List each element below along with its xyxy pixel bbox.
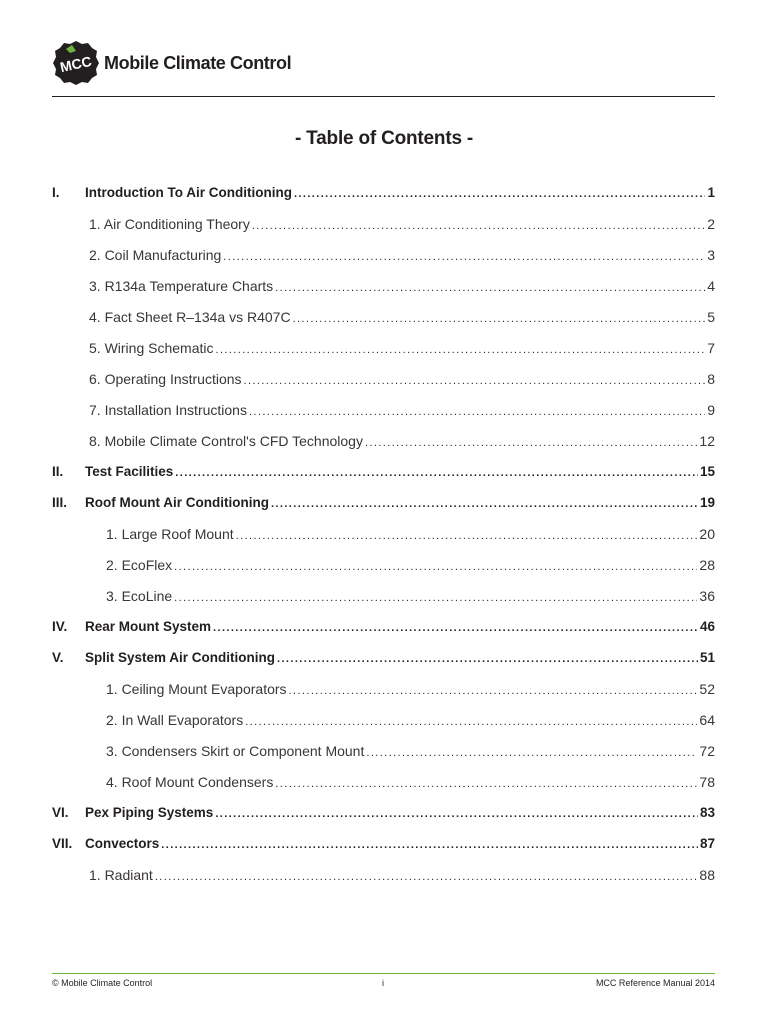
toc-entry[interactable] xyxy=(85,805,715,820)
toc-page-number: 12 xyxy=(699,432,715,449)
toc-dot-leader xyxy=(215,344,705,356)
toc-row[interactable] xyxy=(0,363,768,394)
toc-row[interactable] xyxy=(0,487,768,518)
toc-dot-leader xyxy=(271,498,698,510)
toc-page-number: 36 xyxy=(699,587,715,604)
toc-section-number: VII. xyxy=(52,836,73,851)
toc-dot-leader xyxy=(252,220,705,232)
toc-entry[interactable] xyxy=(85,836,715,851)
toc-page-number: 19 xyxy=(699,495,715,510)
toc-row[interactable] xyxy=(0,611,768,642)
toc-page-number: 78 xyxy=(699,773,715,790)
toc-entry[interactable] xyxy=(85,650,715,665)
toc-row[interactable] xyxy=(0,332,768,363)
toc-entry-label: 6. Operating Instructions xyxy=(89,370,242,387)
toc-row[interactable] xyxy=(0,549,768,580)
toc-entry-label: 1. Radiant xyxy=(89,866,153,883)
toc-page-number: 72 xyxy=(699,742,715,759)
toc-row[interactable] xyxy=(0,208,768,239)
toc-entry[interactable] xyxy=(106,681,715,697)
toc-dot-leader xyxy=(289,685,698,697)
toc-entry[interactable] xyxy=(106,557,715,573)
toc-entry-label: 2. Coil Manufacturing xyxy=(89,246,222,263)
toc-entry-label: 1. Large Roof Mount xyxy=(106,525,234,542)
toc-entry[interactable] xyxy=(85,185,715,200)
mcc-logo-icon xyxy=(52,39,100,87)
toc-entry-label: 4. Fact Sheet R–134a vs R407C xyxy=(89,308,291,325)
toc-section-number: II. xyxy=(52,464,64,479)
toc-entry[interactable] xyxy=(106,588,715,604)
toc-dot-leader xyxy=(215,808,698,820)
toc-page-number: 64 xyxy=(699,711,715,728)
toc-dot-leader xyxy=(277,653,698,665)
toc-dot-leader xyxy=(174,592,697,604)
toc-row[interactable] xyxy=(0,828,768,859)
toc-entry[interactable] xyxy=(85,619,715,634)
toc-row[interactable] xyxy=(0,766,768,797)
toc-row[interactable] xyxy=(0,704,768,735)
toc-entry-label: Convectors xyxy=(85,836,160,851)
toc-entry-label: Pex Piping Systems xyxy=(85,805,214,820)
toc-page-number: 20 xyxy=(699,525,715,542)
toc-page-number: 83 xyxy=(699,805,715,820)
toc-dot-leader xyxy=(245,716,697,728)
company-name: Mobile Climate Control xyxy=(104,52,292,73)
toc-entry[interactable] xyxy=(89,371,715,387)
toc-entry-label: Test Facilities xyxy=(85,464,174,479)
toc-entry[interactable] xyxy=(89,247,715,263)
toc-entry[interactable] xyxy=(89,867,715,883)
toc-entry-label: 7. Installation Instructions xyxy=(89,401,247,418)
toc-page-number: 1 xyxy=(707,185,715,200)
toc-dot-leader xyxy=(294,188,706,200)
toc-row[interactable] xyxy=(0,394,768,425)
toc-dot-leader xyxy=(244,375,706,387)
toc-dot-leader xyxy=(365,437,697,449)
toc-row[interactable] xyxy=(0,270,768,301)
toc-entry-label: 1. Ceiling Mount Evaporators xyxy=(106,680,287,697)
toc-page-number: 7 xyxy=(707,339,715,356)
toc-entry-label: Introduction To Air Conditioning xyxy=(85,185,292,200)
toc-entry[interactable] xyxy=(85,464,715,479)
toc-row[interactable] xyxy=(0,456,768,487)
toc-dot-leader xyxy=(161,839,698,851)
document-header xyxy=(52,38,291,88)
toc-entry[interactable] xyxy=(85,495,715,510)
toc-entry-label: Rear Mount System xyxy=(85,619,212,634)
toc-page-number: 52 xyxy=(699,680,715,697)
toc-entry[interactable] xyxy=(106,743,715,759)
toc-page-number: 9 xyxy=(707,401,715,418)
toc-row[interactable] xyxy=(0,425,768,456)
toc-dot-leader xyxy=(155,871,698,883)
page-title: - Table of Contents - xyxy=(294,128,474,149)
header-divider xyxy=(52,96,715,97)
logo-badge-text: MCC xyxy=(58,52,94,76)
toc-dot-leader xyxy=(275,282,705,294)
toc-entry-label: 3. Condensers Skirt or Component Mount xyxy=(106,742,365,759)
toc-row[interactable] xyxy=(0,301,768,332)
toc-page-number: 28 xyxy=(699,556,715,573)
toc-row[interactable] xyxy=(0,673,768,704)
toc-entry-label: 5. Wiring Schematic xyxy=(89,339,214,356)
toc-dot-leader xyxy=(366,747,697,759)
toc-row[interactable] xyxy=(0,518,768,549)
footer-copyright: © Mobile Climate Control xyxy=(52,978,153,988)
toc-page-number: 51 xyxy=(699,650,715,665)
toc-entry-label: Split System Air Conditioning xyxy=(85,650,276,665)
footer-manual-title: MCC Reference Manual 2014 xyxy=(595,978,715,988)
toc-section-number: V. xyxy=(52,650,64,665)
toc-row[interactable] xyxy=(0,642,768,673)
toc-entry-label: 8. Mobile Climate Control's CFD Technology xyxy=(89,432,363,449)
toc-row[interactable] xyxy=(0,797,768,828)
toc-page-number: 2 xyxy=(707,215,715,232)
toc-entry[interactable] xyxy=(89,433,715,449)
toc-section-number: VI. xyxy=(52,805,69,820)
toc-dot-leader xyxy=(223,251,705,263)
toc-row[interactable] xyxy=(0,859,768,890)
toc-row[interactable] xyxy=(0,735,768,766)
toc-entry-label: 2. In Wall Evaporators xyxy=(106,711,244,728)
toc-dot-leader xyxy=(293,313,706,325)
toc-section-number: I. xyxy=(52,185,60,200)
toc-entry[interactable] xyxy=(89,309,715,325)
toc-entry-label: 2. EcoFlex xyxy=(106,556,173,573)
toc-page-number: 87 xyxy=(699,836,715,851)
toc-page-number: 5 xyxy=(707,308,715,325)
toc-entry[interactable] xyxy=(89,402,715,418)
toc-page-number: 88 xyxy=(699,866,715,883)
toc-dot-leader xyxy=(249,406,705,418)
toc-dot-leader xyxy=(275,778,697,790)
toc-page-number: 46 xyxy=(699,619,715,634)
toc-dot-leader xyxy=(213,622,698,634)
toc-entry-label: 3. R134a Temperature Charts xyxy=(89,277,274,294)
toc-section-number: III. xyxy=(52,495,68,510)
toc-page-number: 3 xyxy=(707,246,715,263)
toc-page-number: 4 xyxy=(707,277,715,294)
toc-entry-label: Roof Mount Air Conditioning xyxy=(85,495,269,510)
footer-divider xyxy=(52,973,715,974)
toc-page-number: 15 xyxy=(699,464,715,479)
toc-row[interactable] xyxy=(0,177,768,208)
toc-row[interactable] xyxy=(0,580,768,611)
toc-entry-label: 3. EcoLine xyxy=(106,587,173,604)
toc-entry[interactable] xyxy=(89,216,715,232)
toc-entry[interactable] xyxy=(106,712,715,728)
toc-dot-leader xyxy=(174,561,697,573)
toc-dot-leader xyxy=(236,530,698,542)
toc-dot-leader xyxy=(175,467,698,479)
footer-page-number: i xyxy=(382,978,384,988)
toc-page-number: 8 xyxy=(707,370,715,387)
toc-entry[interactable] xyxy=(89,278,715,294)
toc-entry[interactable] xyxy=(89,340,715,356)
toc-entry[interactable] xyxy=(106,526,715,542)
toc-entry-label: 4. Roof Mount Condensers xyxy=(106,773,274,790)
toc-entry-label: 1. Air Conditioning Theory xyxy=(89,215,250,232)
toc-row[interactable] xyxy=(0,239,768,270)
toc-section-number: IV. xyxy=(52,619,68,634)
toc-entry[interactable] xyxy=(106,774,715,790)
